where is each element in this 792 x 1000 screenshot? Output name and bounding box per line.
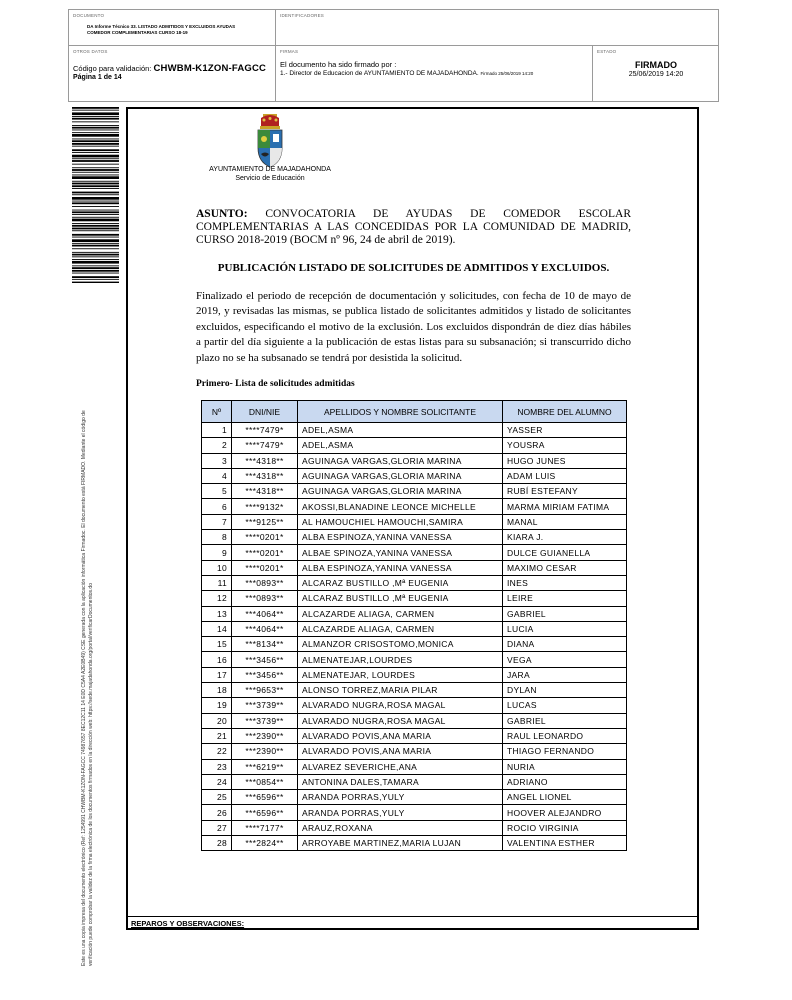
row-student: RUBÍ ESTEFANY (503, 484, 627, 499)
status-date: 25/06/2019 14:20 (628, 71, 684, 78)
table-row (202, 514, 627, 529)
row-student: MANAL (503, 514, 627, 529)
other-data-label: OTROS DATOS (73, 49, 108, 54)
row-applicant: AGUINAGA VARGAS,GLORIA MARINA (298, 468, 503, 483)
row-dni: ***9125** (232, 514, 298, 529)
row-number: 14 (202, 621, 232, 636)
barcode-icon (72, 107, 119, 283)
row-dni: ***0893** (232, 591, 298, 606)
row-dni: ***3739** (232, 713, 298, 728)
row-student: HOOVER ALEJANDRO (503, 805, 627, 820)
row-student: YASSER (503, 423, 627, 438)
row-number: 12 (202, 591, 232, 606)
row-student: ROCIO VIRGINIA (503, 820, 627, 835)
row-student: ADRIANO (503, 774, 627, 789)
table-row (202, 790, 627, 805)
signed-by-intro: El documento ha sido firmado por : (280, 60, 397, 69)
table-row (202, 774, 627, 789)
row-applicant: ALVARADO POVIS,ANA MARIA (298, 744, 503, 759)
row-number: 15 (202, 637, 232, 652)
row-number: 20 (202, 713, 232, 728)
row-dni: ****0201* (232, 530, 298, 545)
row-dni: ***0893** (232, 575, 298, 590)
table-row (202, 468, 627, 483)
row-number: 10 (202, 560, 232, 575)
table-row (202, 621, 627, 636)
row-dni: ***3739** (232, 698, 298, 713)
row-number: 4 (202, 468, 232, 483)
table-row (202, 698, 627, 713)
row-dni: ****7479* (232, 423, 298, 438)
publication-title: PUBLICACIÓN LISTADO DE SOLICITUDES DE ADMITIDOS Y EXCLUIDOS. (217, 262, 610, 274)
row-applicant: ALMENATEJAR, LOURDES (298, 667, 503, 682)
row-dni: ***3456** (232, 667, 298, 682)
row-applicant: ALVARADO NUGRA,ROSA MAGAL (298, 713, 503, 728)
row-applicant: ADEL,ASMA (298, 423, 503, 438)
row-applicant: ALMENATEJAR,LOURDES (298, 652, 503, 667)
row-applicant: AGUINAGA VARGAS,GLORIA MARINA (298, 453, 503, 468)
row-number: 22 (202, 744, 232, 759)
table-row (202, 820, 627, 835)
col-header-applicant: APELLIDOS Y NOMBRE SOLICITANTE (298, 401, 503, 423)
table-row (202, 545, 627, 560)
table-row (202, 637, 627, 652)
signatures-cell (276, 46, 593, 102)
row-dni: ***4064** (232, 621, 298, 636)
row-number: 9 (202, 545, 232, 560)
document-label: DOCUMENTO (73, 13, 105, 18)
table-row (202, 713, 627, 728)
table-row (202, 438, 627, 453)
row-dni: ***8134** (232, 637, 298, 652)
validation-code[interactable]: CHWBM-K1ZON-FAGCC (153, 63, 267, 74)
row-student: DULCE GUIANELLA (503, 545, 627, 560)
coat-of-arms-icon (255, 114, 285, 168)
row-student: GABRIEL (503, 606, 627, 621)
organization-name: AYUNTAMIENTO DE MAJADAHONDA Servicio de Educación (170, 165, 370, 183)
table-row (202, 591, 627, 606)
row-applicant: ALVARADO POVIS,ANA MARIA (298, 728, 503, 743)
row-number: 23 (202, 759, 232, 774)
document-cell (69, 10, 276, 46)
row-applicant: ARAUZ,ROXANA (298, 820, 503, 835)
page-info: Página 1 de 14 (73, 74, 122, 81)
verification-side-text: Este es una copia impresa del documento electrónico (Ref: 1254991 CHWBM-K1ZON-FAGCC 74987657 8EC12C11 14 E0D C5A4 A2E0B49) CSE generada con la aplicación informática Firmadoc. El documento está FIRMADO. Mediante el código de verificación puede comprobar la validez de la firma electrónica de los documentos firmados en la dirección web: https://sede.majadahonda.org/portal/verificarDocumentos.do (81, 410, 94, 966)
row-student: VALENTINA ESTHER (503, 836, 627, 851)
row-applicant: ALBA ESPINOZA,YANINA VANESSA (298, 530, 503, 545)
table-row (202, 484, 627, 499)
col-header-student: NOMBRE DEL ALUMNO (503, 401, 627, 423)
status-label: ESTADO (597, 49, 617, 54)
row-number: 16 (202, 652, 232, 667)
subject-block: ASUNTO: CONVOCATORIA DE AYUDAS DE COMEDOR ESCOLAR COMPLEMENTARIAS A LAS CONCEDIDAS POR LA COMUNIDAD DE MADRID, CURSO 2018-2019 (BOCM nº 96, 24 de abril de 2019). (196, 208, 631, 246)
row-number: 3 (202, 453, 232, 468)
table-row (202, 652, 627, 667)
row-student: LUCIA (503, 621, 627, 636)
row-applicant: AGUINAGA VARGAS,GLORIA MARINA (298, 484, 503, 499)
row-dni: ***2390** (232, 744, 298, 759)
table-row (202, 423, 627, 438)
row-applicant: ARROYABE MARTINEZ,MARIA LUJAN (298, 836, 503, 851)
row-dni: ****9132* (232, 499, 298, 514)
table-row (202, 759, 627, 774)
table-row (202, 575, 627, 590)
row-number: 18 (202, 683, 232, 698)
row-dni: ****0201* (232, 560, 298, 575)
document-description: DA Informe Técnico 33. LISTADO ADMITIDOS Y EXCLUIDOS AYUDAS COMEDOR COMPLEMENTARIAS CURSO 18-19 (87, 24, 236, 35)
signature-header (68, 9, 719, 102)
table-row (202, 728, 627, 743)
signed-date: Firmado 25/06/2019 14:20 (480, 71, 534, 76)
status-badge: FIRMADO (635, 60, 677, 70)
row-number: 1 (202, 423, 232, 438)
identifiers-label: IDENTIFICADORES (280, 13, 325, 18)
row-student: YOUSRA (503, 438, 627, 453)
row-dni: ***9653** (232, 683, 298, 698)
col-header-dni: DNI/NIE (232, 401, 298, 423)
row-dni: ***4318** (232, 468, 298, 483)
row-dni: ***2824** (232, 836, 298, 851)
row-dni: ***6596** (232, 790, 298, 805)
row-number: 17 (202, 667, 232, 682)
table-row (202, 530, 627, 545)
section-title: Primero- Lista de solicitudes admitidas (196, 379, 355, 389)
row-number: 21 (202, 728, 232, 743)
row-number: 28 (202, 836, 232, 851)
row-student: NURIA (503, 759, 627, 774)
table-row (202, 667, 627, 682)
validation-code-line: Código para validación: CHWBM-K1ZON-FAGCC (73, 63, 267, 74)
row-number: 8 (202, 530, 232, 545)
row-student: VEGA (503, 652, 627, 667)
row-student: MAXIMO CESAR (503, 560, 627, 575)
row-applicant: ALVAREZ SEVERICHE,ANA (298, 759, 503, 774)
row-applicant: ALMANZOR CRISOSTOMO,MONICA (298, 637, 503, 652)
row-applicant: ALBAE SPINOZA,YANINA VANESSA (298, 545, 503, 560)
row-dni: ***6596** (232, 805, 298, 820)
row-dni: ***2390** (232, 728, 298, 743)
intro-paragraph: Finalizado el periodo de recepción de documentación y solicitudes, con fecha de 10 de mayo de 2019, y revisadas las mismas, se publica listado de solicitantes admitidos y listado de solicitantes excluidos, especificando el motivo de la exclusión. Los excluidos dispondrán de diez días hábiles a partir del día siguiente a la publicación de estas listas para su subsanación; si transcurrido dicho plazo no se ha subsanado se tendrá por desistida la solicitud. (196, 290, 631, 364)
row-dni: ***4318** (232, 453, 298, 468)
table-row (202, 744, 627, 759)
remarks-label: REPAROS Y OBSERVACIONES: (128, 916, 697, 930)
table-row (202, 805, 627, 820)
row-student: JARA (503, 667, 627, 682)
row-applicant: ANTONINA DALES,TAMARA (298, 774, 503, 789)
row-student: ADAM LUIS (503, 468, 627, 483)
row-number: 5 (202, 484, 232, 499)
row-number: 2 (202, 438, 232, 453)
row-student: DIANA (503, 637, 627, 652)
row-dni: ****7177* (232, 820, 298, 835)
row-number: 24 (202, 774, 232, 789)
row-number: 27 (202, 820, 232, 835)
row-student: DYLAN (503, 683, 627, 698)
row-dni: ***4064** (232, 606, 298, 621)
status-cell (593, 46, 719, 102)
row-number: 13 (202, 606, 232, 621)
other-data-cell (69, 46, 276, 102)
row-dni: ****0201* (232, 545, 298, 560)
col-header-number: Nº (202, 401, 232, 423)
table-row (202, 683, 627, 698)
row-student: LUCAS (503, 698, 627, 713)
subject-label: ASUNTO: (196, 208, 248, 220)
row-applicant: ALCAZARDE ALIAGA, CARMEN (298, 606, 503, 621)
row-student: MARMA MIRIAM FATIMA (503, 499, 627, 514)
row-dni: ****7479* (232, 438, 298, 453)
row-student: LEIRE (503, 591, 627, 606)
table-row (202, 836, 627, 851)
identifiers-cell (276, 10, 719, 46)
row-student: HUGO JUNES (503, 453, 627, 468)
row-student: GABRIEL (503, 713, 627, 728)
row-number: 26 (202, 805, 232, 820)
row-student: INES (503, 575, 627, 590)
signatures-label: FIRMAS (280, 49, 299, 54)
row-applicant: ALCARAZ BUSTILLO ,Mª EUGENIA (298, 575, 503, 590)
table-row (202, 499, 627, 514)
row-applicant: ALBA ESPINOZA,YANINA VANESSA (298, 560, 503, 575)
table-row (202, 606, 627, 621)
row-number: 19 (202, 698, 232, 713)
row-student: THIAGO FERNANDO (503, 744, 627, 759)
row-applicant: ADEL,ASMA (298, 438, 503, 453)
row-student: RAUL LEONARDO (503, 728, 627, 743)
row-applicant: ARANDA PORRAS,YULY (298, 790, 503, 805)
row-number: 6 (202, 499, 232, 514)
row-dni: ***3456** (232, 652, 298, 667)
row-applicant: ALONSO TORREZ,MARIA PILAR (298, 683, 503, 698)
row-applicant: ALCARAZ BUSTILLO ,Mª EUGENIA (298, 591, 503, 606)
row-number: 25 (202, 790, 232, 805)
table-row (202, 560, 627, 575)
signer-line: 1.- Director de Educacion de AYUNTAMIENTO DE MAJADAHONDA. Firmado 25/06/2019 14:20 (280, 70, 534, 77)
row-dni: ***4318** (232, 484, 298, 499)
table-row (202, 453, 627, 468)
service-name: Servicio de Educación (235, 175, 305, 182)
row-student: ANGEL LIONEL (503, 790, 627, 805)
row-dni: ***0854** (232, 774, 298, 789)
row-student: KIARA J. (503, 530, 627, 545)
row-number: 11 (202, 575, 232, 590)
row-applicant: AL HAMOUCHIEL HAMOUCHI,SAMIRA (298, 514, 503, 529)
row-applicant: ALCAZARDE ALIAGA, CARMEN (298, 621, 503, 636)
admitted-applicants-table (201, 400, 627, 851)
row-applicant: ARANDA PORRAS,YULY (298, 805, 503, 820)
row-applicant: ALVARADO NUGRA,ROSA MAGAL (298, 698, 503, 713)
row-dni: ***6219** (232, 759, 298, 774)
row-applicant: AKOSSI,BLANADINE LEONCE MICHELLE (298, 499, 503, 514)
row-number: 7 (202, 514, 232, 529)
table-header-row (202, 401, 627, 423)
